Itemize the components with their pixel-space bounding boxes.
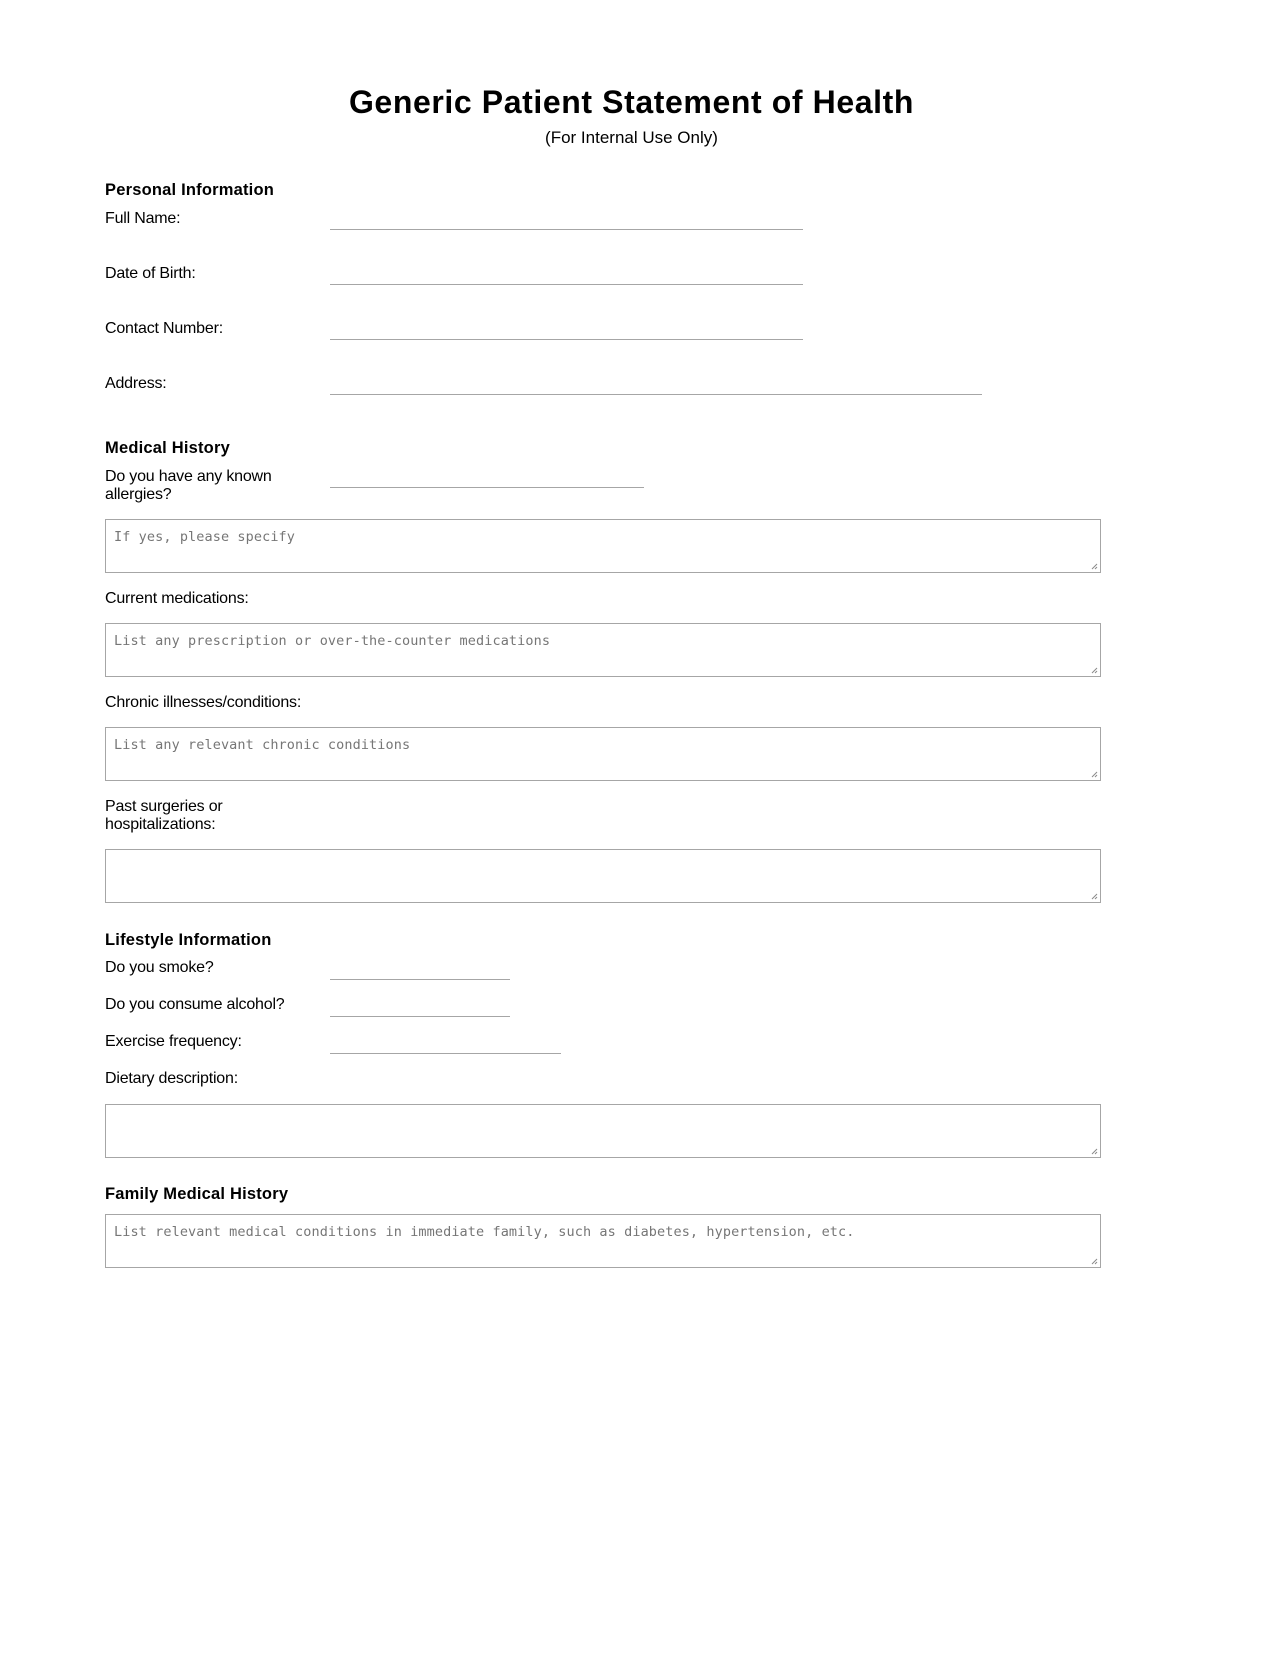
family-history-placeholder: List relevant medical conditions in immediate family, such as diabetes, hypertension, etc. bbox=[114, 1224, 855, 1240]
resize-grip-icon[interactable] bbox=[1091, 667, 1098, 674]
allergies-input[interactable] bbox=[330, 487, 644, 488]
address-label: Address: bbox=[105, 375, 167, 392]
diet-textarea[interactable] bbox=[105, 1104, 1101, 1158]
section-heading-personal: Personal Information bbox=[105, 181, 275, 199]
allergies-details-textarea[interactable] bbox=[105, 519, 1101, 573]
contact-number-input[interactable] bbox=[330, 339, 803, 340]
resize-grip-icon[interactable] bbox=[1091, 1258, 1098, 1265]
medications-placeholder: List any prescription or over-the-counter medications bbox=[114, 633, 551, 649]
section-heading-family: Family Medical History bbox=[105, 1185, 289, 1203]
address-input[interactable] bbox=[330, 394, 982, 395]
alcohol-label: Do you consume alcohol? bbox=[105, 996, 285, 1013]
diet-label: Dietary description: bbox=[105, 1070, 238, 1087]
surgeries-label-line2: hospitalizations: bbox=[105, 816, 216, 833]
alcohol-input[interactable] bbox=[330, 1016, 510, 1017]
section-heading-medical: Medical History bbox=[105, 439, 230, 457]
page-title: Generic Patient Statement of Health bbox=[348, 84, 915, 120]
smoke-label: Do you smoke? bbox=[105, 959, 214, 976]
full-name-input[interactable] bbox=[330, 229, 803, 230]
section-heading-lifestyle: Lifestyle Information bbox=[105, 931, 272, 949]
exercise-label: Exercise frequency: bbox=[105, 1033, 242, 1050]
surgeries-label-line1: Past surgeries or bbox=[105, 798, 223, 815]
page-subtitle: (For Internal Use Only) bbox=[545, 128, 718, 147]
dob-input[interactable] bbox=[330, 284, 803, 285]
full-name-label: Full Name: bbox=[105, 210, 181, 227]
surgeries-textarea[interactable] bbox=[105, 849, 1101, 903]
allergies-details-placeholder: If yes, please specify bbox=[114, 529, 296, 545]
resize-grip-icon[interactable] bbox=[1091, 771, 1098, 778]
chronic-textarea[interactable] bbox=[105, 727, 1101, 781]
contact-number-label: Contact Number: bbox=[105, 320, 223, 337]
chronic-placeholder: List any relevant chronic conditions bbox=[114, 737, 411, 753]
resize-grip-icon[interactable] bbox=[1091, 893, 1098, 900]
family-history-textarea[interactable] bbox=[105, 1214, 1101, 1268]
exercise-input[interactable] bbox=[330, 1053, 561, 1054]
smoke-input[interactable] bbox=[330, 979, 510, 980]
allergies-label-line2: allergies? bbox=[105, 486, 172, 503]
medications-label: Current medications: bbox=[105, 590, 249, 607]
medications-textarea[interactable] bbox=[105, 623, 1101, 677]
resize-grip-icon[interactable] bbox=[1091, 563, 1098, 570]
allergies-label-line1: Do you have any known bbox=[105, 468, 272, 485]
resize-grip-icon[interactable] bbox=[1091, 1148, 1098, 1155]
dob-label: Date of Birth: bbox=[105, 265, 196, 282]
chronic-label: Chronic illnesses/conditions: bbox=[105, 694, 302, 711]
